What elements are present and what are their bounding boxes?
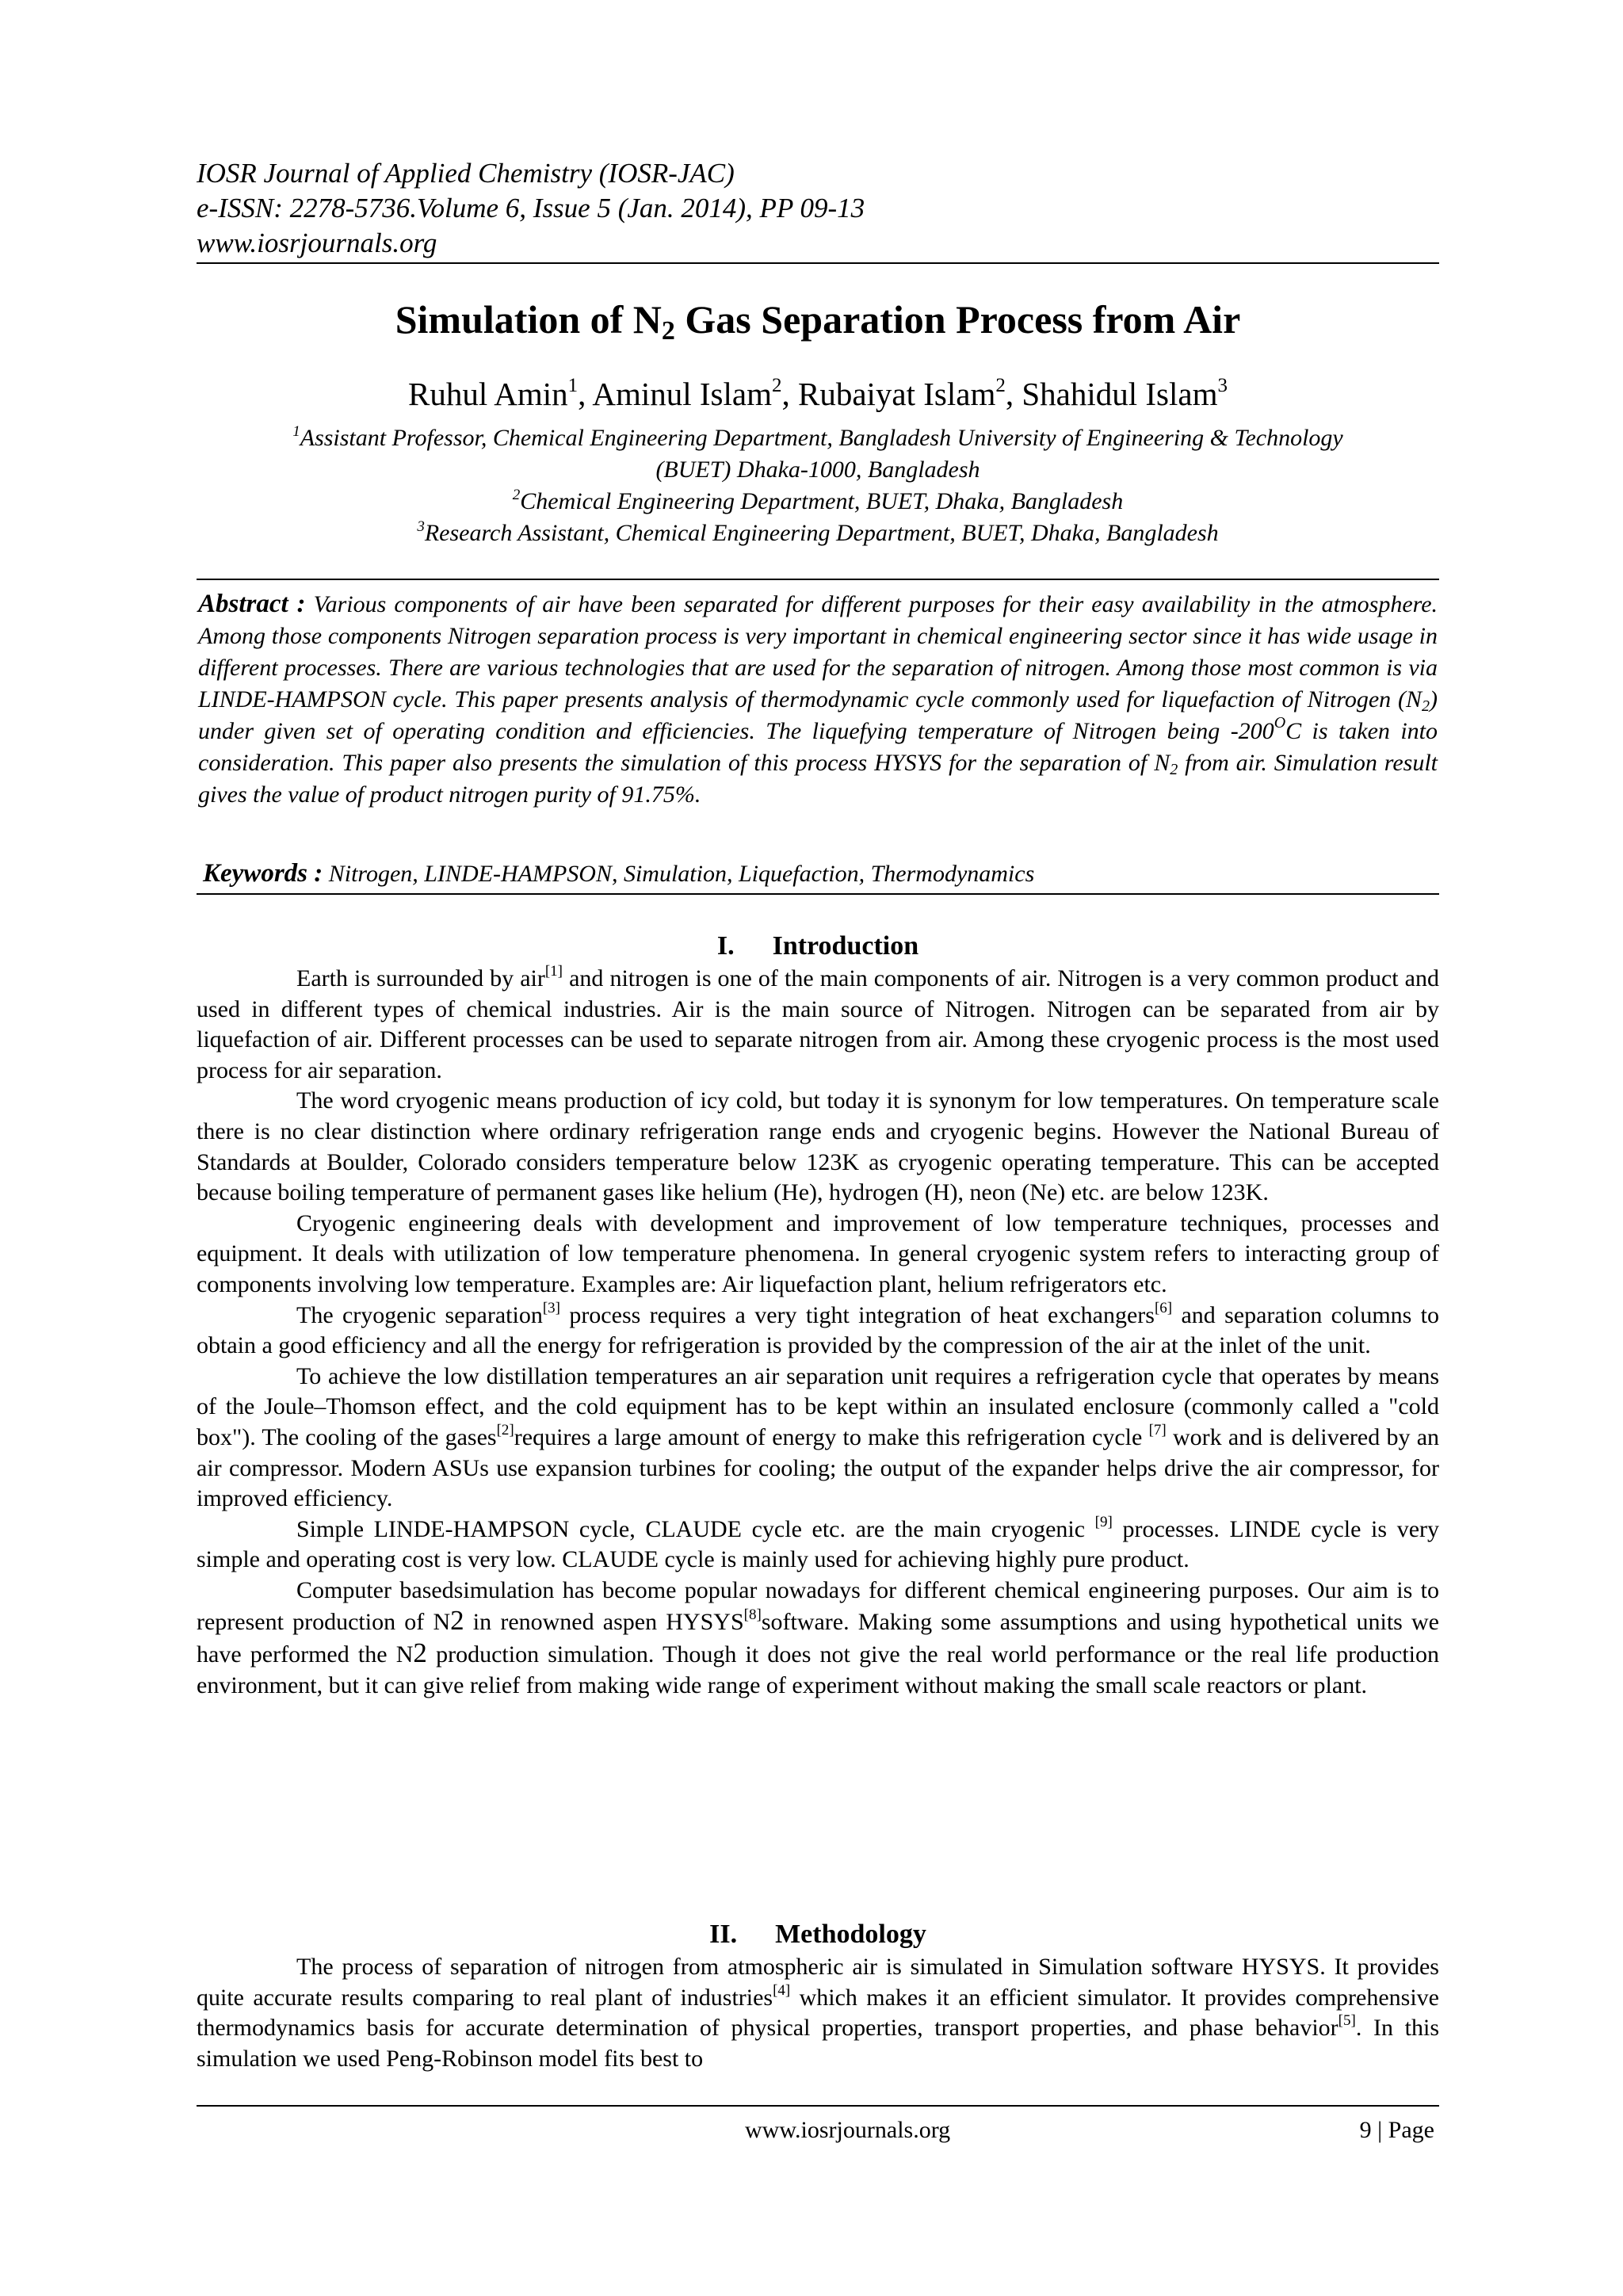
affiliation-2: $^2$Chemical Engineering Department, BUET, Dhaka, Bangladesh xyxy=(512,487,1124,514)
paper-title: Simulation of $N_2$ Gas Separation Process from Air xyxy=(395,297,1241,346)
inline-digit: 2 xyxy=(450,1605,464,1637)
section-heading-introduction: I. Introduction xyxy=(716,931,919,961)
citation-ref: [5] xyxy=(1338,2012,1356,2030)
journal-header xyxy=(197,156,1439,261)
affiliation-1: $^1$Assistant Professor, Chemical Engineering Department, Bangladesh University of Engineering & Technology xyxy=(292,423,1343,451)
abstract-label: Abstract : xyxy=(198,590,306,618)
methodology-body xyxy=(197,1952,1439,2074)
citation-ref: [4] xyxy=(773,1981,791,1999)
citation-ref: [8] xyxy=(743,1606,762,1624)
footer-website: www.iosrjournals.org xyxy=(745,2117,951,2143)
section-heading-methodology: II. Methodology xyxy=(709,1920,926,1949)
affiliation-1-cont: (BUET) Dhaka-1000, Bangladesh xyxy=(655,457,980,483)
paragraph: Cryogenic engineering deals with development and improvement of low temperature techniques, processes and equipment. It deals with utilization of low temperature phenomena. In general cryogenic system refers to interacting group of components involving low temperature. Examples are: Air liquefaction plant, helium refrigerators etc. xyxy=(197,1209,1439,1297)
abstract: Abstract : Various components of air have been separated for different purposes for their easy availability in the atmosphere. Among those components Nitrogen separation process is very important in chemical engineering sector since it has wide usage in different processes. There are various technologies that are used for the separation of nitrogen. Among those most common is via LINDE-HAMPSON cycle. This paper presents analysis of thermodynamic cycle commonly used for liquefaction of Nitrogen $(N_2)$ under given set of operating condition and efficiencies. The liquefying temperature of Nitrogen being $-200^OC$ is taken into consideration. This paper also presents the simulation of this process HYSYS for the separation of $N_2$ from air. Simulation result gives the value of product nitrogen purity of 91.75%. xyxy=(198,590,1438,808)
header-rule xyxy=(197,262,1439,264)
author-list xyxy=(197,374,1439,414)
journal-name: IOSR Journal of Applied Chemistry (IOSR-JAC) xyxy=(197,158,735,189)
keywords-label: Keywords : xyxy=(203,859,323,888)
author: Shahidul Islam$^3$ xyxy=(1022,375,1228,412)
author: Rubaiyat Islam$^2$, xyxy=(798,375,1022,412)
citation-ref: [7] xyxy=(1148,1421,1167,1438)
journal-website: www.iosrjournals.org xyxy=(197,227,437,258)
affiliations xyxy=(197,422,1439,549)
paragraph: The word cryogenic means production of icy cold, but today it is synonym for low temperatures. On temperature scale there is no clear distinction where ordinary refrigeration range ends and cryogenic begins. However the National Bureau of Standards at Boulder, Colorado considers temperature below 123K as cryogenic operating temperature. This can be accepted because boiling temperature of permanent gases like helium (He), hydrogen (H), neon (Ne) etc. are below 123K. xyxy=(197,1087,1439,1206)
affiliation-3: $^3$Research Assistant, Chemical Engineering Department, BUET, Dhaka, Bangladesh xyxy=(417,518,1219,546)
author: Aminul Islam$^2$, xyxy=(592,375,798,412)
abstract-top-rule xyxy=(197,579,1439,580)
inline-digit: 2 xyxy=(413,1637,427,1669)
paragraph: To achieve the low distillation temperatures an air separation unit requires a refrigeration cycle that operates by means of the Joule–Thomson effect, and the cold equipment has to be kept within an insulated enclosure (commonly called a "cold box"). The cooling of the gases[2]requires a large amount of energy to make this refrigeration cycle [7] work and is delivered by an air compressor. Modern ASUs use expansion turbines for cooling; the output of the expander helps drive the air compressor, for improved efficiency. xyxy=(197,1362,1440,1512)
issn-line: e-ISSN: 2278-5736.Volume 6, Issue 5 (Jan. 2014), PP 09-13 xyxy=(197,193,865,223)
citation-ref: [2] xyxy=(496,1421,514,1438)
citation-ref: [9] xyxy=(1094,1513,1113,1530)
paragraph: The cryogenic separation[3] process requires a very tight integration of heat exchangers[6] and separation columns to obtain a good efficiency and all the energy for refrigeration is provided by the compression of the air at the inlet of the unit. xyxy=(197,1299,1440,1359)
paragraph: Simple LINDE-HAMPSON cycle, CLAUDE cycle etc. are the main cryogenic [9] processes. LINDE cycle is very simple and operating cost is very low. CLAUDE cycle is mainly used for achieving highly pure product. xyxy=(197,1513,1439,1573)
page-number: 9 | Page xyxy=(1359,2117,1434,2143)
citation-ref: [3] xyxy=(542,1299,560,1316)
citation-ref: [1] xyxy=(544,963,563,980)
introduction-body xyxy=(197,964,1439,1701)
keywords: Keywords : Nitrogen, LINDE-HAMPSON, Simulation, Liquefaction, Thermodynamics xyxy=(203,859,1035,888)
author: Ruhul Amin$^1$, xyxy=(408,375,593,412)
footer-rule xyxy=(197,2105,1439,2107)
paragraph: Computer basedsimulation has become popular nowadays for different chemical engineering purposes. Our aim is to represent production of N2 in renowned aspen HYSYS[8]software. Making some assumptions and using hypothetical units we have performed the N2 production simulation. Though it does not give the real world performance or the real life production environment, but it can give relief from making wide range of experiment without making the small scale reactors or plant. xyxy=(197,1576,1440,1698)
citation-ref: [6] xyxy=(1154,1299,1173,1316)
paragraph: The process of separation of nitrogen from atmospheric air is simulated in Simulation software HYSYS. It provides quite accurate results comparing to real plant of industries[4] which makes it an efficient simulator. It provides comprehensive thermodynamics basis for accurate determination of physical properties, transport properties, and phase behavior[5]. In this simulation we used Peng-Robinson model fits best to xyxy=(197,1954,1440,2072)
paragraph: Earth is surrounded by air[1] and nitrogen is one of the main components of air. Nitrogen is a very common product and used in different types of chemical industries. Air is the main source of Nitrogen. Nitrogen can be separated from air by liquefaction of air. Different processes can be used to separate nitrogen from air. Among these cryogenic process is the most used process for air separation. xyxy=(197,963,1439,1083)
abstract-bottom-rule xyxy=(197,893,1439,895)
